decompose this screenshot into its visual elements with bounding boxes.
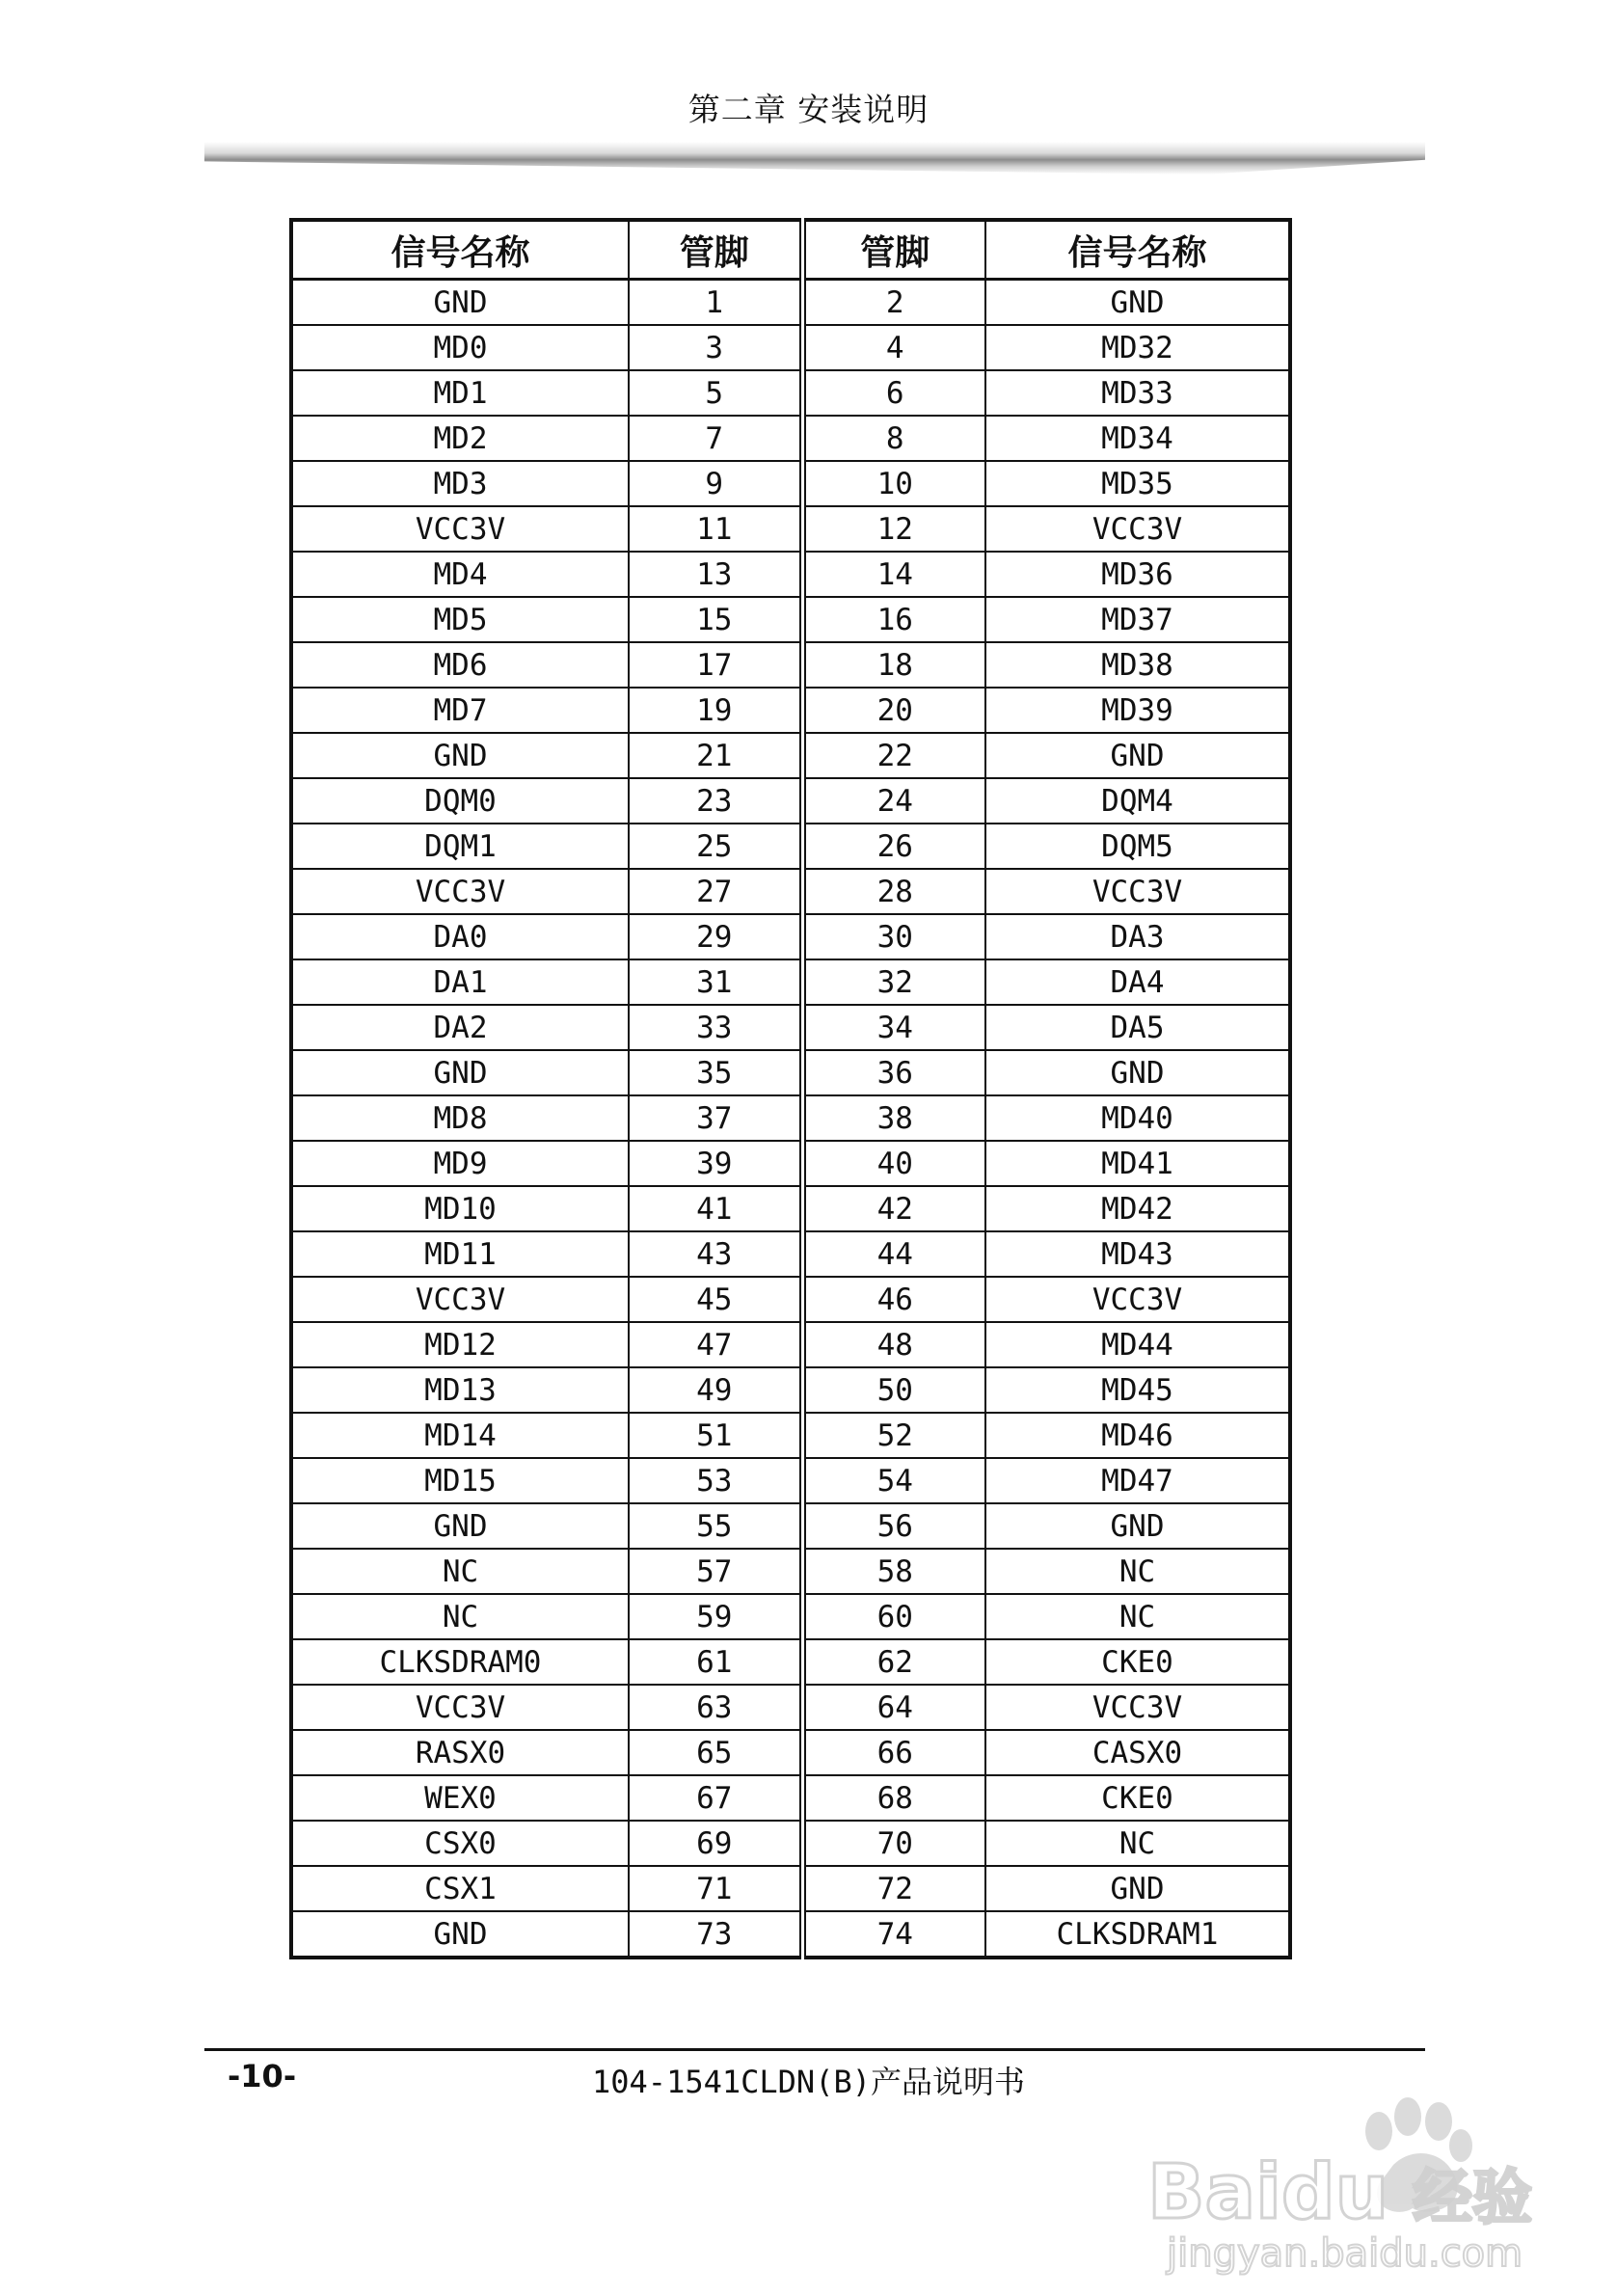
cell-pin-left: 15 <box>629 597 802 642</box>
cell-signal-left: MD8 <box>291 1095 629 1141</box>
cell-pin-left: 53 <box>629 1458 802 1503</box>
cell-pin-left: 23 <box>629 778 802 824</box>
table-row <box>291 370 1290 416</box>
cell-signal-right: MD45 <box>985 1367 1290 1413</box>
cell-signal-right: MD36 <box>985 552 1290 597</box>
cell-pin-right: 54 <box>802 1458 985 1503</box>
col-header-pin-left: 管脚 <box>629 220 802 280</box>
table-row <box>291 1866 1290 1911</box>
table-row <box>291 1821 1290 1866</box>
table-row <box>291 1639 1290 1685</box>
cell-pin-left: 37 <box>629 1095 802 1141</box>
cell-pin-left: 33 <box>629 1005 802 1050</box>
cell-signal-right: GND <box>985 1866 1290 1911</box>
cell-signal-left: MD9 <box>291 1141 629 1186</box>
cell-pin-right: 50 <box>802 1367 985 1413</box>
cell-pin-left: 73 <box>629 1911 802 1958</box>
page-number: -10- <box>228 2058 297 2094</box>
cell-signal-left: GND <box>291 1911 629 1958</box>
table-row <box>291 959 1290 1005</box>
cell-signal-right: DQM4 <box>985 778 1290 824</box>
cell-signal-left: DQM0 <box>291 778 629 824</box>
cell-signal-left: MD0 <box>291 325 629 370</box>
cell-pin-left: 45 <box>629 1277 802 1322</box>
table-row <box>291 325 1290 370</box>
table-row <box>291 461 1290 506</box>
cell-pin-right: 52 <box>802 1413 985 1458</box>
cell-signal-right: MD34 <box>985 416 1290 461</box>
table-row <box>291 1322 1290 1367</box>
cell-signal-left: VCC3V <box>291 1685 629 1730</box>
cell-pin-right: 44 <box>802 1231 985 1277</box>
cell-signal-left: GND <box>291 280 629 326</box>
cell-pin-right: 24 <box>802 778 985 824</box>
table-row <box>291 1186 1290 1231</box>
cell-signal-right: VCC3V <box>985 1277 1290 1322</box>
watermark-url: jingyan.baidu.com <box>1167 2231 1523 2276</box>
cell-pin-right: 34 <box>802 1005 985 1050</box>
cell-signal-right: MD35 <box>985 461 1290 506</box>
table-row <box>291 416 1290 461</box>
pin-table-header-row <box>291 220 1290 280</box>
cell-pin-left: 57 <box>629 1549 802 1594</box>
cell-pin-right: 2 <box>802 280 985 326</box>
cell-signal-right: GND <box>985 733 1290 778</box>
table-row <box>291 1458 1290 1503</box>
cell-signal-left: GND <box>291 733 629 778</box>
cell-pin-left: 35 <box>629 1050 802 1095</box>
cell-signal-left: MD4 <box>291 552 629 597</box>
cell-signal-right: NC <box>985 1549 1290 1594</box>
cell-signal-left: VCC3V <box>291 869 629 914</box>
table-row <box>291 552 1290 597</box>
cell-signal-right: MD40 <box>985 1095 1290 1141</box>
cell-pin-right: 20 <box>802 688 985 733</box>
table-row <box>291 1503 1290 1549</box>
cell-signal-left: MD3 <box>291 461 629 506</box>
cell-pin-right: 68 <box>802 1775 985 1821</box>
cell-pin-right: 8 <box>802 416 985 461</box>
cell-pin-right: 10 <box>802 461 985 506</box>
cell-pin-right: 70 <box>802 1821 985 1866</box>
cell-pin-left: 27 <box>629 869 802 914</box>
cell-pin-right: 58 <box>802 1549 985 1594</box>
cell-pin-left: 67 <box>629 1775 802 1821</box>
table-row <box>291 1911 1290 1958</box>
cell-pin-left: 13 <box>629 552 802 597</box>
cell-signal-left: DA1 <box>291 959 629 1005</box>
document-title: 104-1541CLDN(B)产品说明书 <box>592 2064 1025 2100</box>
footer-rule <box>204 2048 1425 2051</box>
cell-pin-right: 16 <box>802 597 985 642</box>
cell-signal-right: GND <box>985 1050 1290 1095</box>
table-row <box>291 1095 1290 1141</box>
cell-pin-right: 14 <box>802 552 985 597</box>
cell-signal-left: VCC3V <box>291 1277 629 1322</box>
cell-pin-right: 74 <box>802 1911 985 1958</box>
cell-pin-right: 62 <box>802 1639 985 1685</box>
col-header-signal-right: 信号名称 <box>985 220 1290 280</box>
cell-signal-right: MD32 <box>985 325 1290 370</box>
cell-signal-right: VCC3V <box>985 506 1290 552</box>
cell-pin-left: 3 <box>629 325 802 370</box>
cell-pin-right: 48 <box>802 1322 985 1367</box>
cell-signal-left: MD11 <box>291 1231 629 1277</box>
cell-signal-right: NC <box>985 1821 1290 1866</box>
table-row <box>291 597 1290 642</box>
cell-pin-right: 46 <box>802 1277 985 1322</box>
cell-pin-left: 31 <box>629 959 802 1005</box>
cell-signal-left: MD12 <box>291 1322 629 1367</box>
cell-pin-right: 18 <box>802 642 985 688</box>
table-row <box>291 1231 1290 1277</box>
cell-pin-right: 42 <box>802 1186 985 1231</box>
cell-signal-right: DA5 <box>985 1005 1290 1050</box>
cell-signal-left: MD5 <box>291 597 629 642</box>
table-row <box>291 1685 1290 1730</box>
cell-signal-left: MD10 <box>291 1186 629 1231</box>
cell-signal-right: MD33 <box>985 370 1290 416</box>
cell-signal-left: NC <box>291 1594 629 1639</box>
cell-pin-left: 63 <box>629 1685 802 1730</box>
cell-signal-right: MD41 <box>985 1141 1290 1186</box>
table-row <box>291 914 1290 959</box>
cell-pin-right: 12 <box>802 506 985 552</box>
table-row <box>291 869 1290 914</box>
cell-pin-right: 40 <box>802 1141 985 1186</box>
cell-signal-right: CASX0 <box>985 1730 1290 1775</box>
cell-signal-left: MD7 <box>291 688 629 733</box>
cell-signal-left: GND <box>291 1503 629 1549</box>
cell-pin-right: 64 <box>802 1685 985 1730</box>
chapter-title: 第二章 安装说明 <box>687 91 930 128</box>
cell-signal-right: DQM5 <box>985 824 1290 869</box>
cell-pin-right: 36 <box>802 1050 985 1095</box>
cell-pin-left: 9 <box>629 461 802 506</box>
table-row <box>291 1413 1290 1458</box>
cell-signal-left: MD1 <box>291 370 629 416</box>
cell-signal-left: VCC3V <box>291 506 629 552</box>
cell-signal-right: MD37 <box>985 597 1290 642</box>
cell-pin-right: 38 <box>802 1095 985 1141</box>
cell-pin-left: 7 <box>629 416 802 461</box>
cell-signal-right: CLKSDRAM1 <box>985 1911 1290 1958</box>
cell-pin-left: 21 <box>629 733 802 778</box>
cell-pin-left: 41 <box>629 1186 802 1231</box>
cell-pin-left: 25 <box>629 824 802 869</box>
cell-signal-left: CSX0 <box>291 1821 629 1866</box>
cell-signal-right: NC <box>985 1594 1290 1639</box>
cell-signal-right: CKE0 <box>985 1639 1290 1685</box>
cell-pin-right: 6 <box>802 370 985 416</box>
cell-signal-left: CLKSDRAM0 <box>291 1639 629 1685</box>
cell-signal-left: MD13 <box>291 1367 629 1413</box>
col-header-signal-left: 信号名称 <box>291 220 629 280</box>
watermark-label: 经验 <box>1413 2162 1533 2232</box>
cell-signal-right: DA3 <box>985 914 1290 959</box>
cell-pin-right: 32 <box>802 959 985 1005</box>
baidu-watermark-logo <box>1138 2073 1543 2276</box>
cell-signal-right: DA4 <box>985 959 1290 1005</box>
cell-pin-left: 55 <box>629 1503 802 1549</box>
table-row <box>291 1594 1290 1639</box>
table-row <box>291 1277 1290 1322</box>
cell-signal-right: VCC3V <box>985 869 1290 914</box>
cell-pin-left: 59 <box>629 1594 802 1639</box>
cell-signal-right: MD39 <box>985 688 1290 733</box>
cell-pin-left: 29 <box>629 914 802 959</box>
cell-signal-right: MD47 <box>985 1458 1290 1503</box>
cell-signal-left: NC <box>291 1549 629 1594</box>
table-row <box>291 733 1290 778</box>
cell-pin-right: 28 <box>802 869 985 914</box>
cell-signal-left: DQM1 <box>291 824 629 869</box>
pin-table <box>289 218 1292 1959</box>
cell-signal-right: MD38 <box>985 642 1290 688</box>
cell-signal-left: MD2 <box>291 416 629 461</box>
cell-signal-left: WEX0 <box>291 1775 629 1821</box>
cell-pin-left: 1 <box>629 280 802 326</box>
cell-pin-left: 69 <box>629 1821 802 1866</box>
table-row <box>291 280 1290 326</box>
cell-pin-left: 17 <box>629 642 802 688</box>
cell-pin-right: 26 <box>802 824 985 869</box>
cell-pin-left: 65 <box>629 1730 802 1775</box>
table-row <box>291 1730 1290 1775</box>
cell-signal-right: MD46 <box>985 1413 1290 1458</box>
table-row <box>291 688 1290 733</box>
cell-pin-right: 60 <box>802 1594 985 1639</box>
cell-signal-right: MD42 <box>985 1186 1290 1231</box>
cell-signal-right: VCC3V <box>985 1685 1290 1730</box>
col-header-pin-right: 管脚 <box>802 220 985 280</box>
cell-signal-right: MD44 <box>985 1322 1290 1367</box>
cell-pin-left: 19 <box>629 688 802 733</box>
table-row <box>291 1141 1290 1186</box>
cell-pin-left: 61 <box>629 1639 802 1685</box>
cell-signal-right: GND <box>985 280 1290 326</box>
cell-signal-left: GND <box>291 1050 629 1095</box>
cell-signal-left: MD6 <box>291 642 629 688</box>
cell-pin-left: 5 <box>629 370 802 416</box>
watermark-brand: Baidu <box>1147 2149 1389 2236</box>
cell-pin-left: 39 <box>629 1141 802 1186</box>
table-row <box>291 1050 1290 1095</box>
header-rule <box>204 142 1425 175</box>
cell-signal-right: MD43 <box>985 1231 1290 1277</box>
cell-pin-left: 11 <box>629 506 802 552</box>
cell-signal-left: MD14 <box>291 1413 629 1458</box>
cell-signal-left: CSX1 <box>291 1866 629 1911</box>
table-row <box>291 506 1290 552</box>
cell-pin-left: 43 <box>629 1231 802 1277</box>
table-row <box>291 1549 1290 1594</box>
cell-pin-right: 4 <box>802 325 985 370</box>
cell-pin-right: 22 <box>802 733 985 778</box>
cell-pin-right: 30 <box>802 914 985 959</box>
table-row <box>291 1005 1290 1050</box>
cell-signal-right: GND <box>985 1503 1290 1549</box>
cell-pin-left: 71 <box>629 1866 802 1911</box>
cell-signal-left: DA0 <box>291 914 629 959</box>
cell-signal-left: RASX0 <box>291 1730 629 1775</box>
pin-table-body <box>291 280 1290 1958</box>
cell-pin-right: 56 <box>802 1503 985 1549</box>
table-row <box>291 1367 1290 1413</box>
cell-pin-right: 66 <box>802 1730 985 1775</box>
cell-pin-left: 47 <box>629 1322 802 1367</box>
table-row <box>291 824 1290 869</box>
cell-signal-left: MD15 <box>291 1458 629 1503</box>
cell-pin-left: 51 <box>629 1413 802 1458</box>
cell-signal-left: DA2 <box>291 1005 629 1050</box>
cell-pin-right: 72 <box>802 1866 985 1911</box>
table-row <box>291 642 1290 688</box>
table-row <box>291 778 1290 824</box>
cell-pin-left: 49 <box>629 1367 802 1413</box>
cell-signal-right: CKE0 <box>985 1775 1290 1821</box>
table-row <box>291 1775 1290 1821</box>
